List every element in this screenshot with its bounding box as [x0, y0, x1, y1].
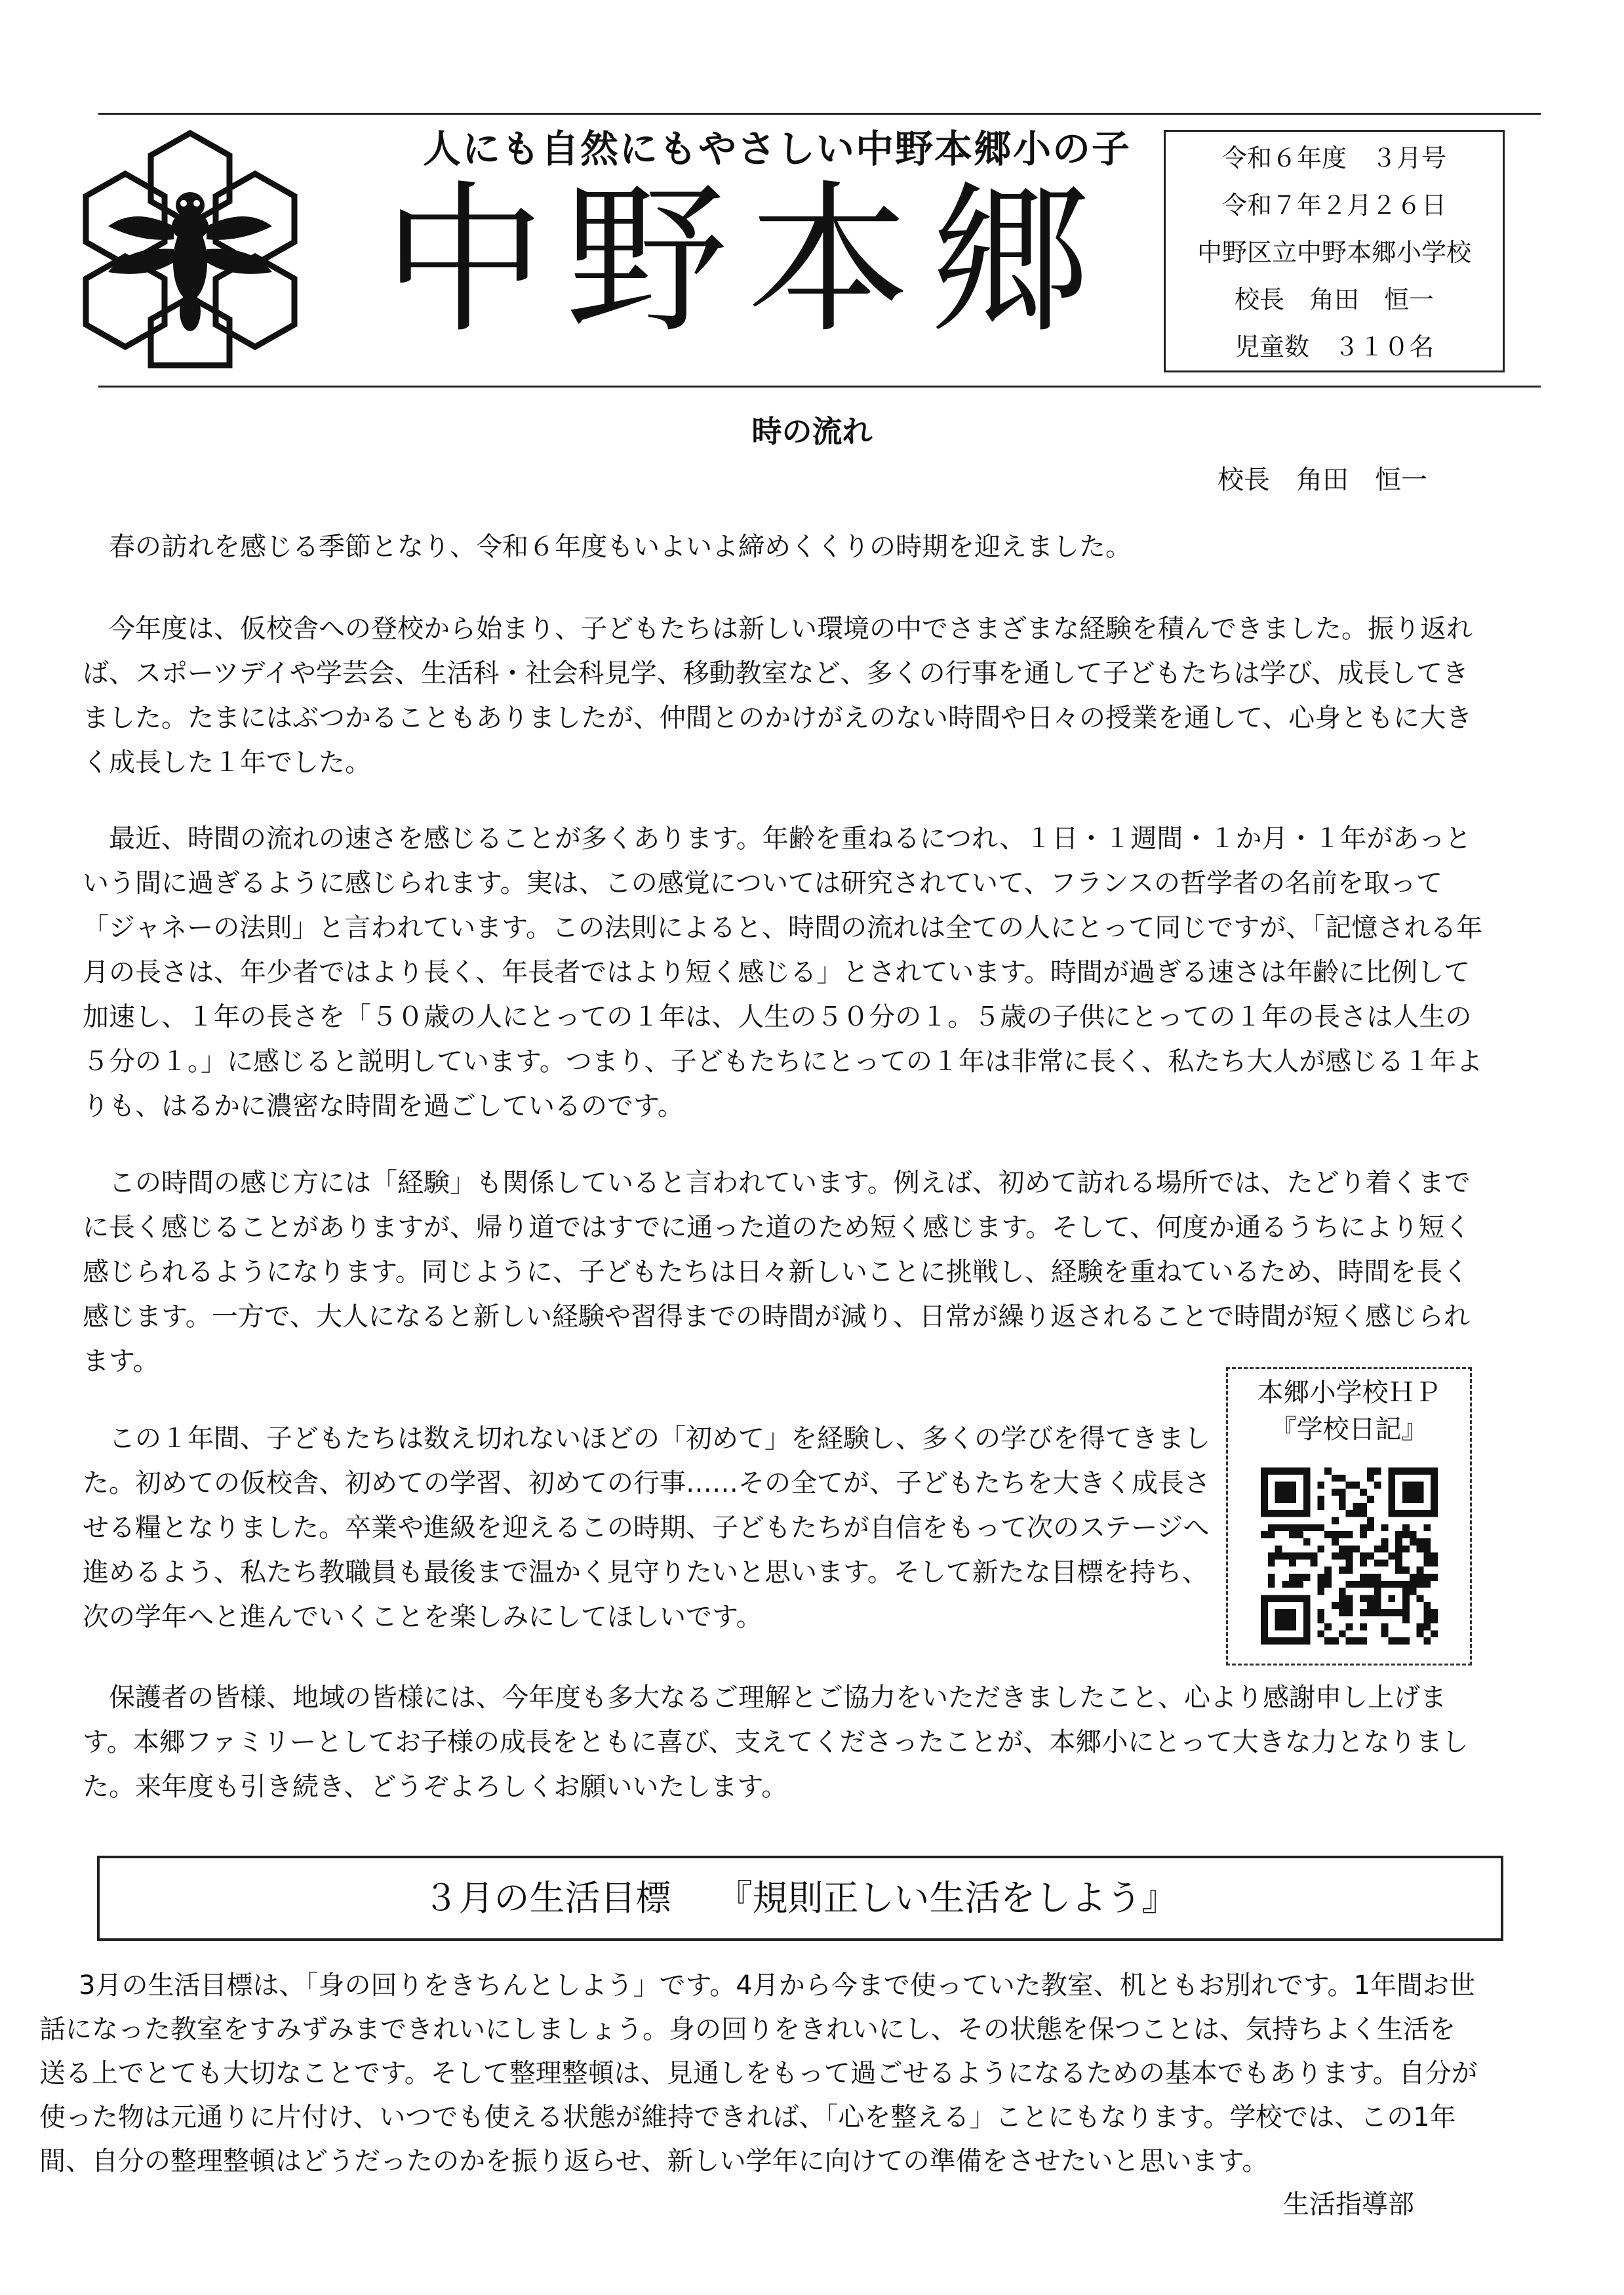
- hexagon-firefly-emblem-icon: [82, 128, 298, 370]
- newsletter-title: 中野本郷: [383, 167, 1112, 355]
- school-diary-qr-box: [1226, 1367, 1472, 1666]
- article-author: 校長 角田 恒一: [1218, 465, 1427, 495]
- issue-period: 令和６年度 ３月号: [1221, 144, 1446, 172]
- issue-info-box: [1164, 130, 1505, 372]
- issue-date: 令和７年２月２６日: [1221, 191, 1446, 220]
- article-title: 時の流れ: [751, 414, 873, 449]
- header-top-rule: [98, 113, 1541, 115]
- school-motto: 人にも自然にもやさしい中野本郷小の子: [422, 127, 1131, 171]
- goal-signature: 生活指導部: [1283, 2189, 1414, 2220]
- goal-slogan: 『規則正しい生活をしよう』: [717, 1877, 1178, 1919]
- issue-students: 児童数 ３１０名: [1234, 332, 1434, 361]
- goal-paragraph: 3月の生活目標は、「身の回りをきちんとしよう」です。4月から今まで使っていた教室、机ともお別れです。1年間お世話になった教室をすみずみまできれいにしましょう。身の回りをきれいにし、その状態を保つことは、気持ちよく生活を送る上でとても大切なことです。そして整理整頓は、見通しをもって過ごせるようになるための基本でもあります。自分が使った物は元通りに片付け、いつでも使える状態が維持できれば、「心を整える」ことにもなります。学校では、この1年間、自分の整理整頓はどうだったのかを振り返らせ、新しい学年に向けての準備をさせたいと思います。: [39, 1970, 1478, 2176]
- article-paragraph: 最近、時間の流れの速さを感じることが多くあります。年齢を重ねるにつれ、１日・１週間・１か月・１年があっという間に過ぎるように感じられます。実は、この感覚については研究されていて、フランスの哲学者の名前を取って「ジャネーの法則」と言われています。この法則によると、時間の流れは全ての人にとって同じですが、「記憶される年月の長さは、年少者ではより長く、年長者ではより短く感じる」とされています。時間が過ぎる速さは年齢に比例して加速し、１年の長さを「５０歳の人にとっての１年は、人生の５０分の１。５歳の子供にとっての１年の長さは人生の５分の１。」に感じると説明しています。つまり、子どもたちにとっての１年は非常に長く、私たち大人が感じる１年よりも、はるかに濃密な時間を過ごしているのです。: [83, 824, 1483, 1121]
- goal-month-label: ３月の生活目標: [423, 1877, 671, 1919]
- article-paragraph: 春の訪れを感じる季節となり、令和６年度もいよいよ締めくくりの時期を迎えました。: [109, 532, 1132, 562]
- article-paragraph: 保護者の皆様、地域の皆様には、今年度も多大なるご理解とご協力をいただきましたこと、心より感謝申し上げます。本郷ファミリーとしてお子様の成長をともに喜び、支えてくださったことが、本郷小にとって大きな力となりました。来年度も引き続き、どうぞよろしくお願いいたします。: [83, 1683, 1469, 1802]
- monthly-goal-box: [97, 1856, 1503, 1941]
- qr-caption-line1: 本郷小学校ＨＰ: [1257, 1378, 1441, 1408]
- qr-code-icon[interactable]: [1261, 1467, 1438, 1645]
- issue-school: 中野区立中野本郷小学校: [1197, 238, 1471, 267]
- article-paragraph: この１年間、子どもたちは数え切れないほどの「初めて」を経験し、多くの学びを得てきました。初めての仮校舎、初めての学習、初めての行事……その全てが、子どもたちを大きく成長させる糧となりました。卒業や進級を迎えるこの時期、子どもたちが自信をもって次のステージへ進めるよう、私たち教職員も最後まで温かく見守りたいと思います。そして新たな目標を持ち、次の学年へと進んでいくことを楽しみにしてほしいです。: [83, 1424, 1210, 1632]
- article-paragraph: 今年度は、仮校舎への登校から始まり、子どもたちは新しい環境の中でさまざまな経験を積んできました。振り返れば、スポーツデイや学芸会、生活科・社会科見学、移動教室など、多くの行事を通して子どもたちは学び、成長してきました。たまにはぶつかることもありましたが、仲間とのかけがえのない時間や日々の授業を通して、心身ともに大きく成長した１年でした。: [83, 614, 1473, 778]
- qr-caption-line2: 『学校日記』: [1270, 1414, 1428, 1445]
- article-paragraph: この時間の感じ方には「経験」も関係していると言われています。例えば、初めて訪れる場所では、たどり着くまでに長く感じることがありますが、帰り道ではすでに通った道のため短く感じます。そして、何度か通るうちにより短く感じられるようになります。同じように、子どもたちは日々新しいことに挑戦し、経験を重ねているため、時間を長く感じます。一方で、大人になると新しい経験や習得までの時間が減り、日常が繰り返されることで時間が短く感じられます。: [83, 1168, 1471, 1376]
- header-bottom-rule: [98, 386, 1541, 388]
- issue-principal: 校長 角田 恒一: [1234, 285, 1434, 314]
